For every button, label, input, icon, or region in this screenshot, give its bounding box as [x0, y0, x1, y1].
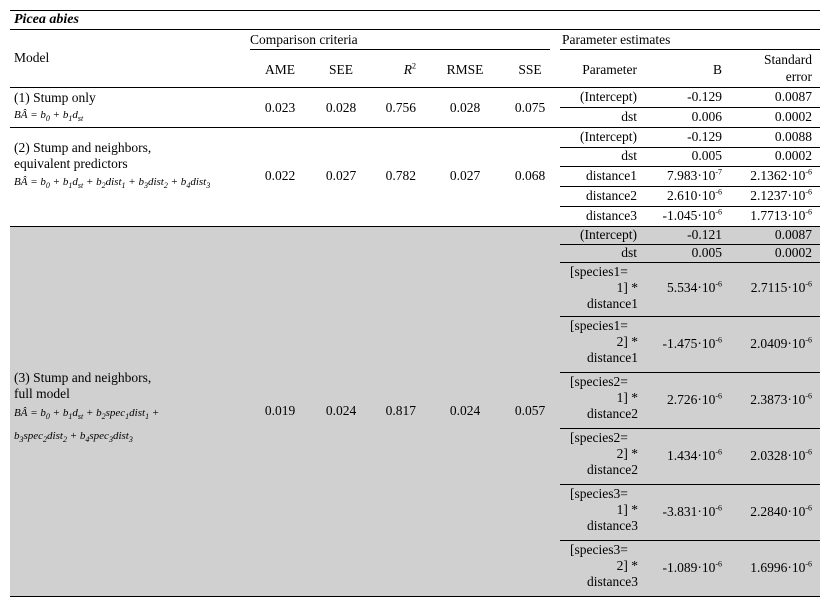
rule-title: [10, 29, 820, 30]
model3-rmse: 0.024: [449, 403, 481, 418]
table-title: Picea abies: [14, 12, 79, 27]
model2-b-distance2: $2.610\cdot 10^{-6}$: [666, 187, 722, 203]
model2-r2: 0.782: [385, 168, 416, 183]
col-header-sse: SSE: [518, 62, 542, 77]
col-header-model: Model: [14, 50, 50, 65]
model3-equation-line1: BÂ = $b_0 + b_1d_{st}$ + $b_2spec_1dist_1$ +: [14, 407, 160, 422]
model3-r2: 0.817: [385, 403, 416, 418]
model3-se-species1-1: $2.7115\cdot 10^{-6}$: [750, 279, 812, 295]
model3-param-species2-2: [species2= 2] * distance2: [570, 430, 638, 477]
model2-rmse: 0.027: [449, 168, 481, 183]
model2-se-intercept: 0.0088: [774, 129, 812, 144]
model1-param-intercept: (Intercept): [580, 89, 637, 104]
model3-se-species2-2: $2.0328\cdot 10^{-6}$: [750, 447, 812, 463]
model2-name-line2: equivalent predictors: [14, 156, 128, 171]
model3-b-dst: 0.005: [691, 245, 722, 260]
model3-param-rule-3: [560, 316, 820, 317]
col-header-parameter: Parameter: [582, 62, 637, 77]
model3-param-species2-1: [species2= 1] * distance2: [570, 374, 638, 421]
model1-b-dst: 0.006: [691, 109, 722, 124]
model3-b-species1-2: $-1.475\cdot 10^{-6}$: [662, 335, 722, 351]
model3-param-species1-1: [species1= 1] * distance1: [570, 264, 638, 311]
group-header-parameters: Parameter estimates: [562, 32, 671, 47]
model2-param-rule-3: [560, 186, 820, 187]
model1-sse: 0.075: [514, 100, 546, 115]
model3-param-rule-7: [560, 540, 820, 541]
model3-param-intercept: (Intercept): [580, 227, 637, 242]
model2-se-dst: 0.0002: [774, 148, 812, 163]
model2-equation: BÂ = $b_0 + b_1d_{st}$ + $b_2dist_1$ + $b_3dist_2$ + $b_4dist_3$: [14, 176, 211, 191]
model3-b-species1-1: $5.534\cdot 10^{-6}$: [666, 279, 722, 295]
model2-se-distance2: $2.1237\cdot 10^{-6}$: [750, 187, 812, 203]
rule-top: [10, 10, 820, 11]
model2-param-distance1: distance1: [586, 168, 637, 183]
model2-b-distance1: $7.983\cdot 10^{-7}$: [666, 167, 722, 183]
model1-r2: 0.756: [385, 100, 416, 115]
col-header-b: B: [712, 62, 722, 77]
model1-se-intercept: 0.0087: [774, 89, 812, 104]
rule-model1-bottom: [10, 127, 820, 128]
col-header-see: SEE: [328, 62, 353, 77]
model1-ame: 0.023: [264, 100, 296, 115]
model3-se-intercept: 0.0087: [774, 227, 812, 242]
model3-sse: 0.057: [514, 403, 546, 418]
model2-se-distance1: $2.1362\cdot 10^{-6}$: [750, 167, 812, 183]
model2-param-intercept: (Intercept): [580, 129, 637, 144]
model3-param-species1-2: [species1= 2] * distance1: [570, 318, 638, 365]
model3-param-rule-5: [560, 428, 820, 429]
model2-b-dst: 0.005: [691, 148, 722, 163]
rule-group-parameters: [560, 49, 820, 50]
model2-sse: 0.068: [514, 168, 546, 183]
model1-rmse: 0.028: [449, 100, 481, 115]
model2-param-distance3: distance3: [586, 208, 637, 223]
col-header-se-line2: error: [785, 69, 812, 84]
model1-see: 0.028: [325, 100, 357, 115]
model3-param-species3-1: [species3= 1] * distance3: [570, 486, 638, 533]
rule-header-bottom: [10, 87, 820, 88]
model3-param-rule-2: [560, 262, 820, 263]
model3-param-rule-6: [560, 484, 820, 485]
rule-group-comparison: [250, 49, 550, 50]
col-header-se-line1: Standard: [764, 52, 812, 67]
col-header-r2: $R^2$: [403, 61, 416, 77]
model2-ame: 0.022: [264, 168, 296, 183]
model3-b-species3-1: $-3.831\cdot 10^{-6}$: [662, 503, 722, 519]
model3-equation-line2: $b_3spec_2dist_2$ + $b_4spec_3dist_3$: [14, 430, 133, 445]
model3-see: 0.024: [325, 403, 357, 418]
model1-name: (1) Stump only: [14, 90, 96, 105]
model2-param-rule-2: [560, 166, 820, 167]
model3-se-species1-2: $2.0409\cdot 10^{-6}$: [750, 335, 812, 351]
model1-param-dst: dst: [621, 109, 637, 124]
model2-param-rule-4: [560, 206, 820, 207]
model2-name-line1: (2) Stump and neighbors,: [14, 140, 152, 155]
model1-b-intercept: -0.129: [687, 89, 722, 104]
model2-param-distance2: distance2: [586, 188, 637, 203]
model3-param-dst: dst: [621, 245, 637, 260]
col-header-rmse: RMSE: [446, 62, 484, 77]
model3-name-line2: full model: [14, 386, 70, 401]
model1-param-rule: [560, 107, 820, 108]
model3-se-species3-2: $1.6996\cdot 10^{-6}$: [750, 559, 812, 575]
model3-b-species3-2: $-1.089\cdot 10^{-6}$: [662, 559, 722, 575]
model3-se-species3-1: $2.2840\cdot 10^{-6}$: [750, 503, 812, 519]
model3-b-intercept: -0.121: [687, 227, 722, 242]
model3-param-rule-4: [560, 372, 820, 373]
col-header-ame: AME: [265, 62, 295, 77]
model2-see: 0.027: [325, 168, 357, 183]
model1-equation: BÂ = $b_0 + b_1d_{st}$: [14, 109, 84, 124]
model3-ame: 0.019: [264, 403, 296, 418]
model3-se-species2-1: $2.3873\cdot 10^{-6}$: [750, 391, 812, 407]
model2-se-distance3: $1.7713\cdot 10^{-6}$: [750, 207, 812, 223]
model3-b-species2-2: $1.434\cdot 10^{-6}$: [666, 447, 722, 463]
rule-bottom: [10, 596, 820, 597]
model2-b-intercept: -0.129: [687, 129, 722, 144]
model3-param-species3-2: [species3= 2] * distance3: [570, 542, 638, 589]
model2-b-distance3: $-1.045\cdot 10^{-6}$: [662, 207, 722, 223]
model3-b-species2-1: $2.726\cdot 10^{-6}$: [666, 391, 722, 407]
group-header-comparison: Comparison criteria: [250, 32, 358, 47]
model3-se-dst: 0.0002: [774, 245, 812, 260]
model1-se-dst: 0.0002: [774, 109, 812, 124]
model3-name-line1: (3) Stump and neighbors,: [14, 370, 152, 385]
model2-param-dst: dst: [621, 148, 637, 163]
